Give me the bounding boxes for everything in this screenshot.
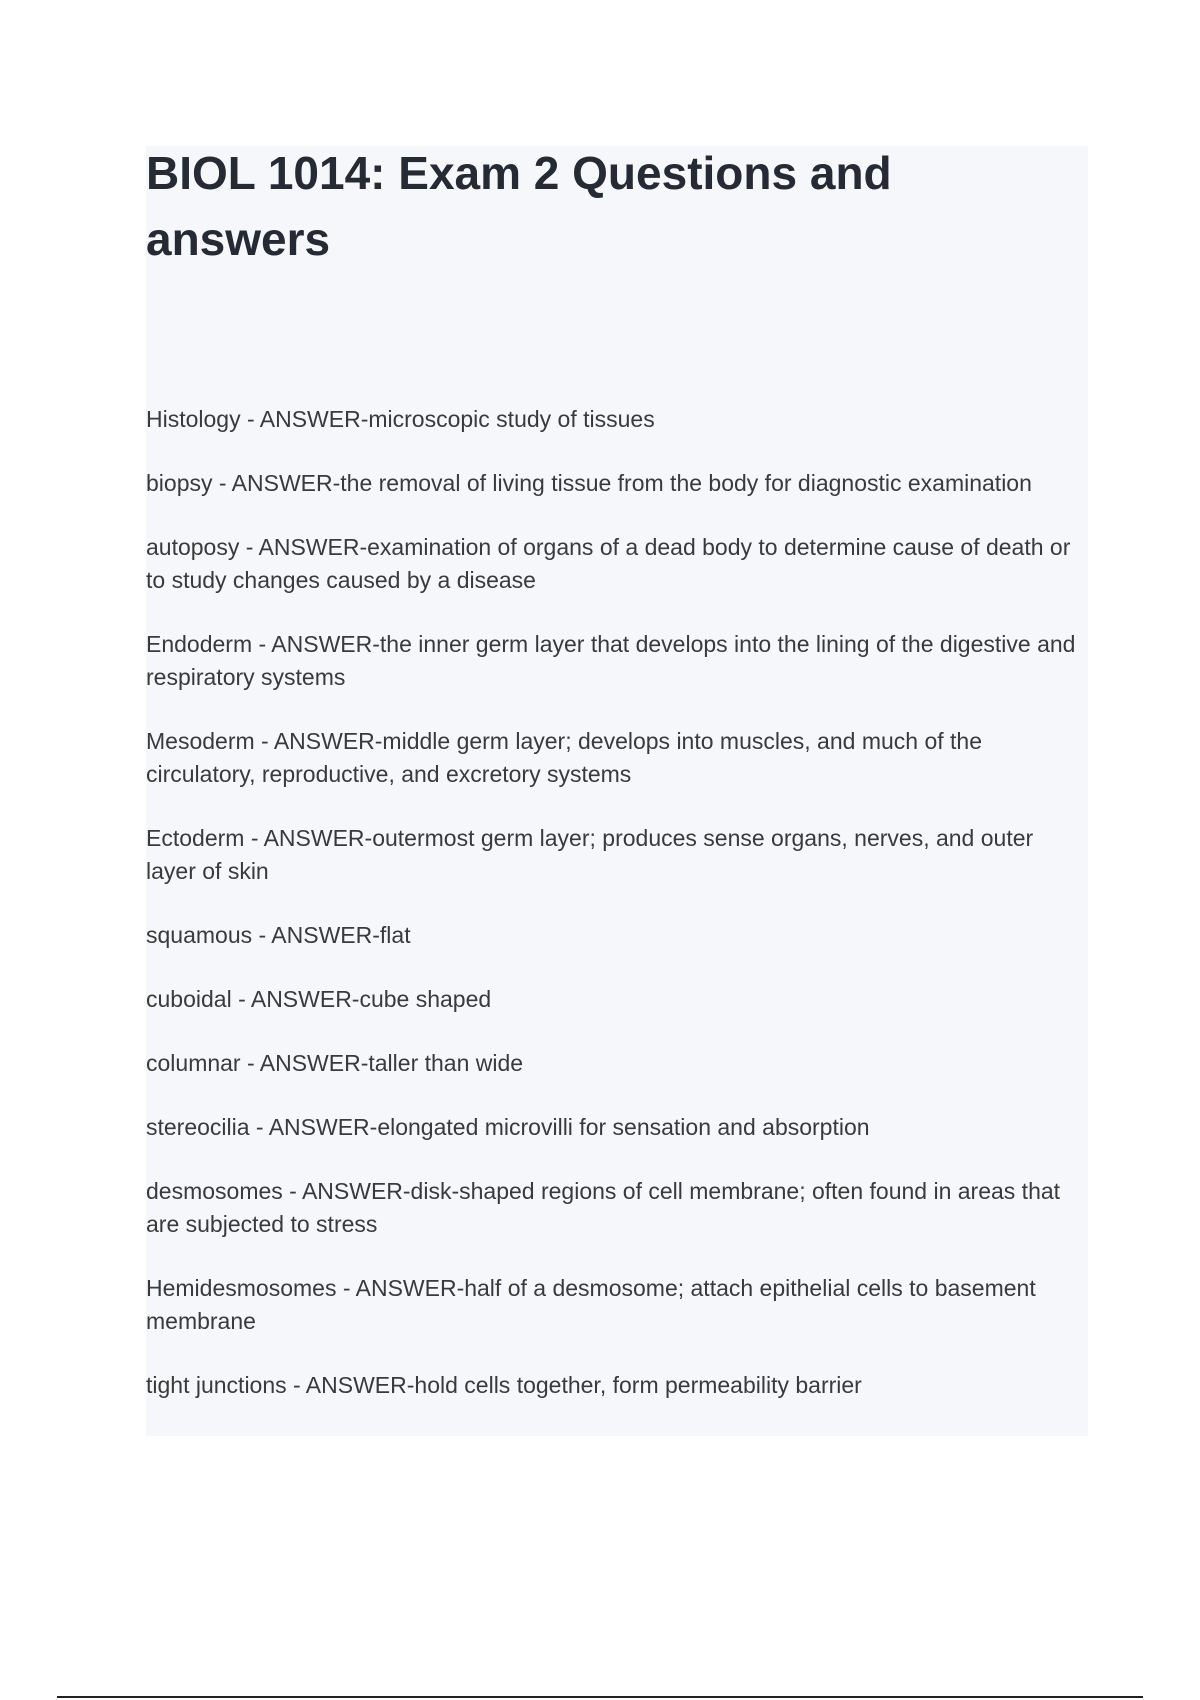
footer-divider (57, 1696, 1143, 1698)
qa-list (146, 403, 1088, 1433)
qa-item-histology: Histology - ANSWER-microscopic study of tissues (146, 406, 655, 432)
qa-item-mesoderm: Mesoderm - ANSWER-middle germ layer; develops into muscles, and much of the circulatory, reproductive, and excretory systems (146, 728, 982, 787)
page-title: BIOL 1014: Exam 2 Questions and answers (146, 147, 892, 265)
qa-item-autoposy: autoposy - ANSWER-examination of organs of a dead body to determine cause of death or to study changes caused by a disease (146, 534, 1071, 593)
qa-item-endoderm: Endoderm - ANSWER-the inner germ layer that develops into the lining of the digestive and respiratory systems (146, 631, 1076, 690)
qa-item-squamous: squamous - ANSWER-flat (146, 922, 411, 948)
qa-item-stereocilia: stereocilia - ANSWER-elongated microvilli for sensation and absorption (146, 1114, 870, 1140)
qa-item-tight-junctions: tight junctions - ANSWER-hold cells together, form permeability barrier (146, 1372, 862, 1398)
qa-item-biopsy: biopsy - ANSWER-the removal of living tissue from the body for diagnostic examination (146, 470, 1032, 496)
qa-item-cuboidal: cuboidal - ANSWER-cube shaped (146, 986, 492, 1012)
qa-item-hemidesmosomes: Hemidesmosomes - ANSWER-half of a desmosome; attach epithelial cells to basement membrane (146, 1275, 1036, 1334)
qa-item-columnar: columnar - ANSWER-taller than wide (146, 1050, 524, 1076)
qa-item-ectoderm: Ectoderm - ANSWER-outermost germ layer; produces sense organs, nerves, and outer layer of skin (146, 825, 1034, 884)
qa-item-desmosomes: desmosomes - ANSWER-disk-shaped regions of cell membrane; often found in areas that are subjected to stress (146, 1178, 1061, 1237)
